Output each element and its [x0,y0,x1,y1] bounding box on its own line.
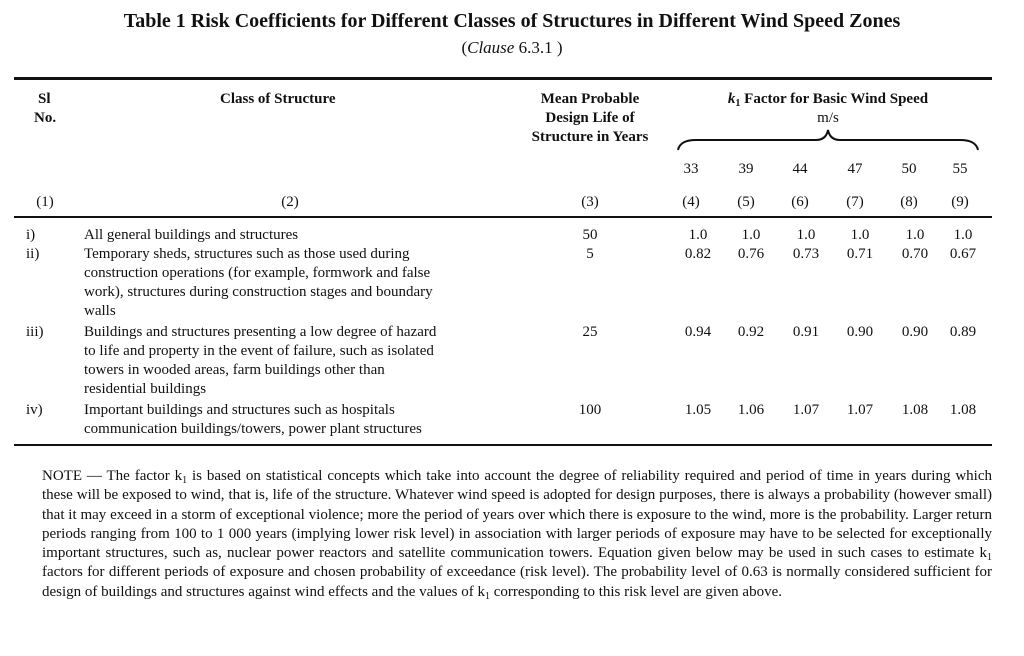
row-class [84,245,494,321]
k-subscript: 1 [735,98,741,109]
speed-44: 44 [792,161,808,177]
k-value: 1.0 [741,227,761,243]
colnum-8: (8) [900,194,918,210]
k-value: 1.05 [684,402,712,418]
row-class-line: Buildings and structures presenting a low degree of hazard [84,324,437,340]
row-life: 5 [586,246,594,262]
row-sl: i) [26,227,36,243]
column-number-row [0,193,1024,213]
row-sl: iv) [26,402,43,418]
header-life-line1: Mean Probable [540,91,640,107]
k-value: 1.07 [792,402,820,418]
colnum-3: (3) [581,194,599,210]
top-rule [14,77,992,80]
colnum-4: (4) [682,194,700,210]
row-life: 100 [578,402,602,418]
row-class [84,226,494,245]
k-symbol: k [727,91,736,107]
row-class-line: to life and property in the event of failure, such as isolated [84,343,434,359]
k-value: 0.76 [737,246,765,262]
note-part-4: corresponding to this risk level are given above. [489,583,782,600]
note-subscript-3: 1 [484,590,490,602]
row-class [84,323,494,399]
k-value: 0.90 [901,324,929,340]
header-k-text: Factor for Basic Wind Speed [740,91,929,107]
row-class-line: work), structures during construction stages and boundary [84,284,433,300]
speed-33: 33 [683,161,699,177]
row-class-line: towers in wooded areas, farm buildings other than [84,362,385,378]
row-class-line: communication buildings/towers, power plant structures [84,421,422,437]
k-value: 1.0 [850,227,870,243]
header-k-factor [676,90,980,109]
row-sl: ii) [26,246,40,262]
clause-reference: (Clause 6.3.1 ) [461,38,563,57]
row-life: 50 [582,227,598,243]
k-value: 0.70 [901,246,929,262]
k-value: 0.67 [949,246,977,262]
header-unit: m/s [817,110,839,126]
clause-number: 6.3.1 [518,38,553,57]
header-rule [14,216,992,218]
note-part-3: factors for different periods of exposure and chosen probability of exceedance (risk level). The probability level of 0.63 is normally considered sufficient for design of buildings and structures against wind effects and the values of k [42,564,992,600]
note-subscript-2: 1 [987,552,992,564]
header-sl: Sl [38,91,51,107]
header-life [518,90,662,147]
k-value: 1.07 [846,402,874,418]
speed-39: 39 [738,161,754,177]
row-class-line: All general buildings and structures [84,227,299,243]
note-subscript-1: 1 [182,475,188,486]
speed-50: 50 [901,161,917,177]
colnum-2: (2) [281,194,299,210]
k-value: 0.94 [684,324,712,340]
k-value: 1.0 [796,227,816,243]
colnum-5: (5) [737,194,755,210]
k-value: 1.08 [949,402,977,418]
row-class-line: residential buildings [84,381,207,397]
colnum-6: (6) [791,194,809,210]
table-note [42,467,992,602]
row-class-line: Important buildings and structures such as hospitals [84,402,395,418]
k-value: 1.0 [688,227,708,243]
header-life-line3: Structure in Years [531,129,649,145]
bottom-rule [14,444,992,446]
k-value: 1.08 [901,402,929,418]
colnum-1: (1) [36,194,54,210]
colnum-9: (9) [951,194,969,210]
row-life: 25 [582,324,598,340]
speed-47: 47 [847,161,863,177]
clause-word: Clause [467,38,515,57]
speed-55: 55 [952,161,968,177]
note-part-2: is based on statistical concepts which take into account the degree of reliability required and period of time in years during which these will be exposed to wind, that is, life of the structure. Whatever wind speed is adopted for design purposes, there is always a probability (however small) that it may exceed in a storm of exceptional violence; more the period of years over which there is exposure to the wind, more is the probability. Larger return periods ranging from 100 to 1 000 years (implying lower risk level) in association with larger periods of exposure may have to be selected for exceptionally important structures, such as, nuclear power reactors and satellite communication towers. Equation given below may be used in such cases to estimate k [42,468,992,562]
header-life-line2: Design Life of [545,110,635,126]
colnum-7: (7) [846,194,864,210]
header-no: No. [34,110,57,126]
k-value: 1.0 [953,227,973,243]
k-value: 1.0 [905,227,925,243]
k-value: 0.71 [846,246,874,262]
speed-row [0,160,1024,180]
note-part-1: NOTE — The factor k [42,468,183,484]
header-class: Class of Structure [220,91,336,107]
row-class-line: Temporary sheds, structures such as those used during [84,246,410,262]
k-value: 0.89 [949,324,977,340]
k-value: 0.90 [846,324,874,340]
row-class [84,401,494,439]
row-class-line: walls [84,303,116,319]
row-sl: iii) [26,324,44,340]
k-value: 0.73 [792,246,820,262]
k-value: 0.91 [792,324,820,340]
k-value: 0.82 [684,246,712,262]
row-class-line: construction operations (for example, formwork and false [84,265,431,281]
k-value: 1.06 [737,402,765,418]
k-value: 0.92 [737,324,765,340]
header-brace [676,126,980,156]
table-title: Table 1 Risk Coefficients for Different Classes of Structures in Different Wind Speed Zones [123,10,901,32]
